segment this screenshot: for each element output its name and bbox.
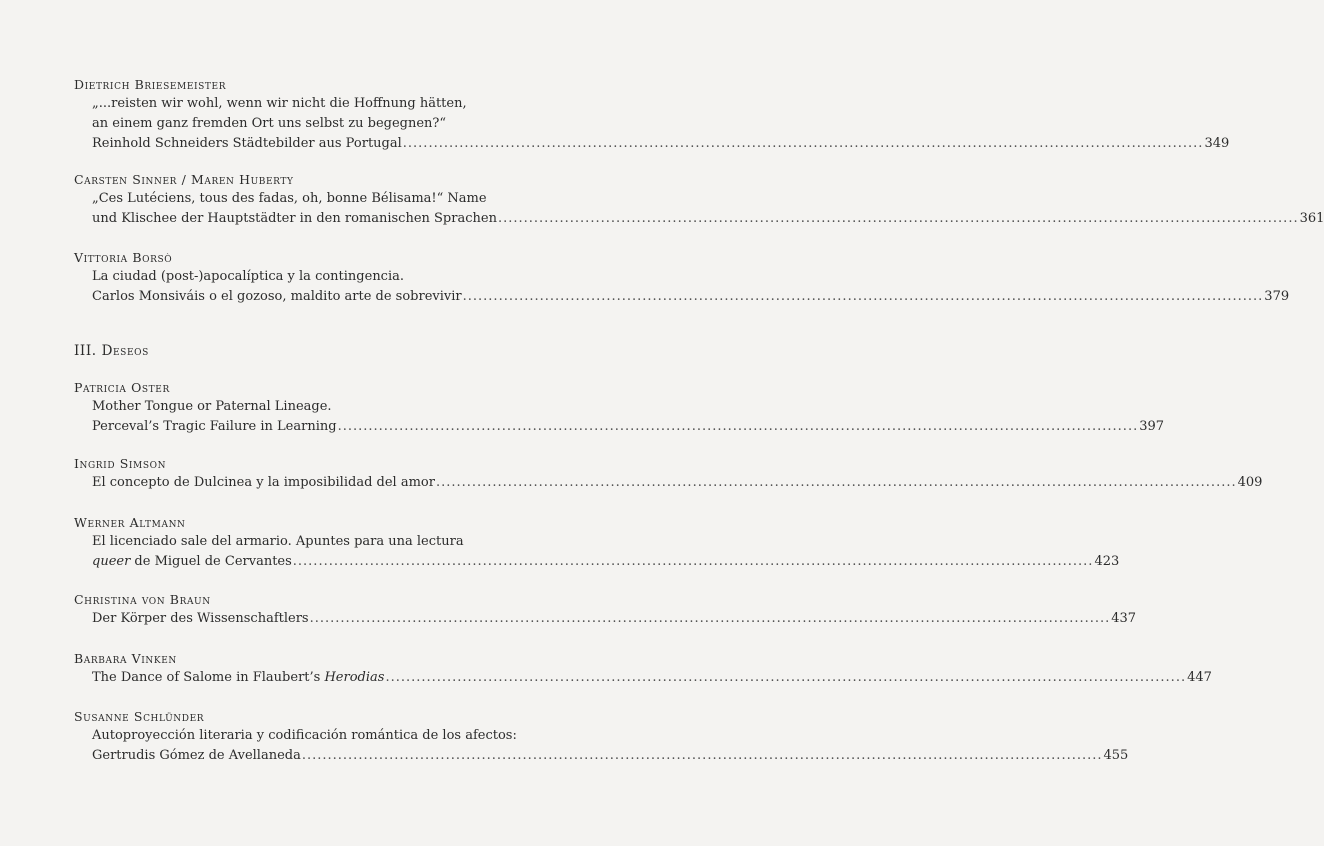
entry-title-last [92,552,292,572]
entry-title-rest: The Dance of Salome in Flaubert’s [92,670,325,685]
section-heading: III. Deseos [74,343,149,359]
entry-title-last: Carlos Monsiváis o el gozoso, maldito arte de sobrevivir [92,289,462,304]
dot-leader: ............................................................................................................................................................ [292,554,1094,569]
entry-author: Christina von Braun [74,592,211,607]
entry-title-last: Gertrudis Gómez de Avellaneda [92,748,301,763]
entry-title-line: „...reisten wir wohl, wenn wir nicht die Hoffnung hätten, [92,96,467,111]
italic-term: Herodias [324,670,385,685]
page-number: 379 [1264,289,1290,304]
entry-leader-line [92,287,1290,307]
entry-title-last: und Klischee der Hauptstädter in den romanischen Sprachen [92,211,497,226]
entry-leader-line [92,746,1129,766]
dot-leader: ............................................................................................................................................................ [301,748,1103,763]
toc-entry [74,76,1230,154]
page-number: 423 [1094,554,1120,569]
toc-entry [74,171,1324,229]
entry-title-line: an einem ganz fremden Ort uns selbst zu begegnen?“ [92,116,447,131]
entry-author: Dietrich Briesemeister [74,77,227,92]
entry-title-line: Mother Tongue or Paternal Lineage. [92,399,332,414]
entry-leader-line [92,134,1230,154]
toc-entry [74,591,1137,629]
entry-title-line: El licenciado sale del armario. Apuntes para una lectura [92,534,464,549]
page-number: 447 [1187,670,1212,685]
page-number: 397 [1139,419,1165,434]
entry-leader-line [92,668,1212,688]
entry-author: Vittoria Borsò [74,250,173,265]
entry-title-line: La ciudad (post-)apocalíptica y la contingencia. [92,269,405,284]
toc-entry [74,455,1263,493]
dot-leader: ............................................................................................................................................................ [402,136,1204,151]
dot-leader: ............................................................................................................................................................ [309,611,1111,626]
entry-leader-line [92,209,1324,229]
page-number: 437 [1111,611,1137,626]
entry-leader-line [92,473,1263,493]
dot-leader: ............................................................................................................................................................ [385,670,1187,685]
page-number: 349 [1204,136,1230,151]
toc-entry [74,249,1290,307]
entry-author: Ingrid Simson [74,456,167,471]
entry-title-line: Autoproyección literaria y codificación romántica de los afectos: [92,728,517,743]
entry-leader-line [92,609,1137,629]
entry-author: Werner Altmann [74,515,186,530]
toc-entry [74,514,1120,572]
toc-entry [74,708,1129,766]
entry-title-last [92,668,384,688]
entry-leader-line [92,417,1165,437]
entry-author: Barbara Vinken [74,651,177,666]
entry-author: Carsten Sinner / Maren Huberty [74,172,294,187]
dot-leader: ............................................................................................................................................................ [462,289,1264,304]
page-number: 455 [1103,748,1129,763]
dot-leader: ............................................................................................................................................................ [337,419,1139,434]
toc-entry [74,650,1212,688]
dot-leader: ............................................................................................................................................................ [497,211,1299,226]
page-number: 409 [1237,475,1263,490]
entry-title-rest: de Miguel de Cervantes [130,554,292,569]
entry-title-line: „Ces Lutéciens, tous des fadas, oh, bonne Bélisama!“ Name [92,191,487,206]
entry-author: Susanne Schlünder [74,709,205,724]
entry-title-last: Reinhold Schneiders Städtebilder aus Portugal [92,136,402,151]
entry-author: Patricia Oster [74,380,170,395]
entry-leader-line [92,552,1120,572]
entry-title-last: Perceval’s Tragic Failure in Learning [92,419,337,434]
toc-entry [74,379,1165,437]
dot-leader: ............................................................................................................................................................ [435,475,1237,490]
page-number: 361 [1299,211,1324,226]
entry-title-last: El concepto de Dulcinea y la imposibilidad del amor [92,475,435,490]
italic-term: queer [92,554,131,569]
entry-title-last: Der Körper des Wissenschaftlers [92,611,309,626]
